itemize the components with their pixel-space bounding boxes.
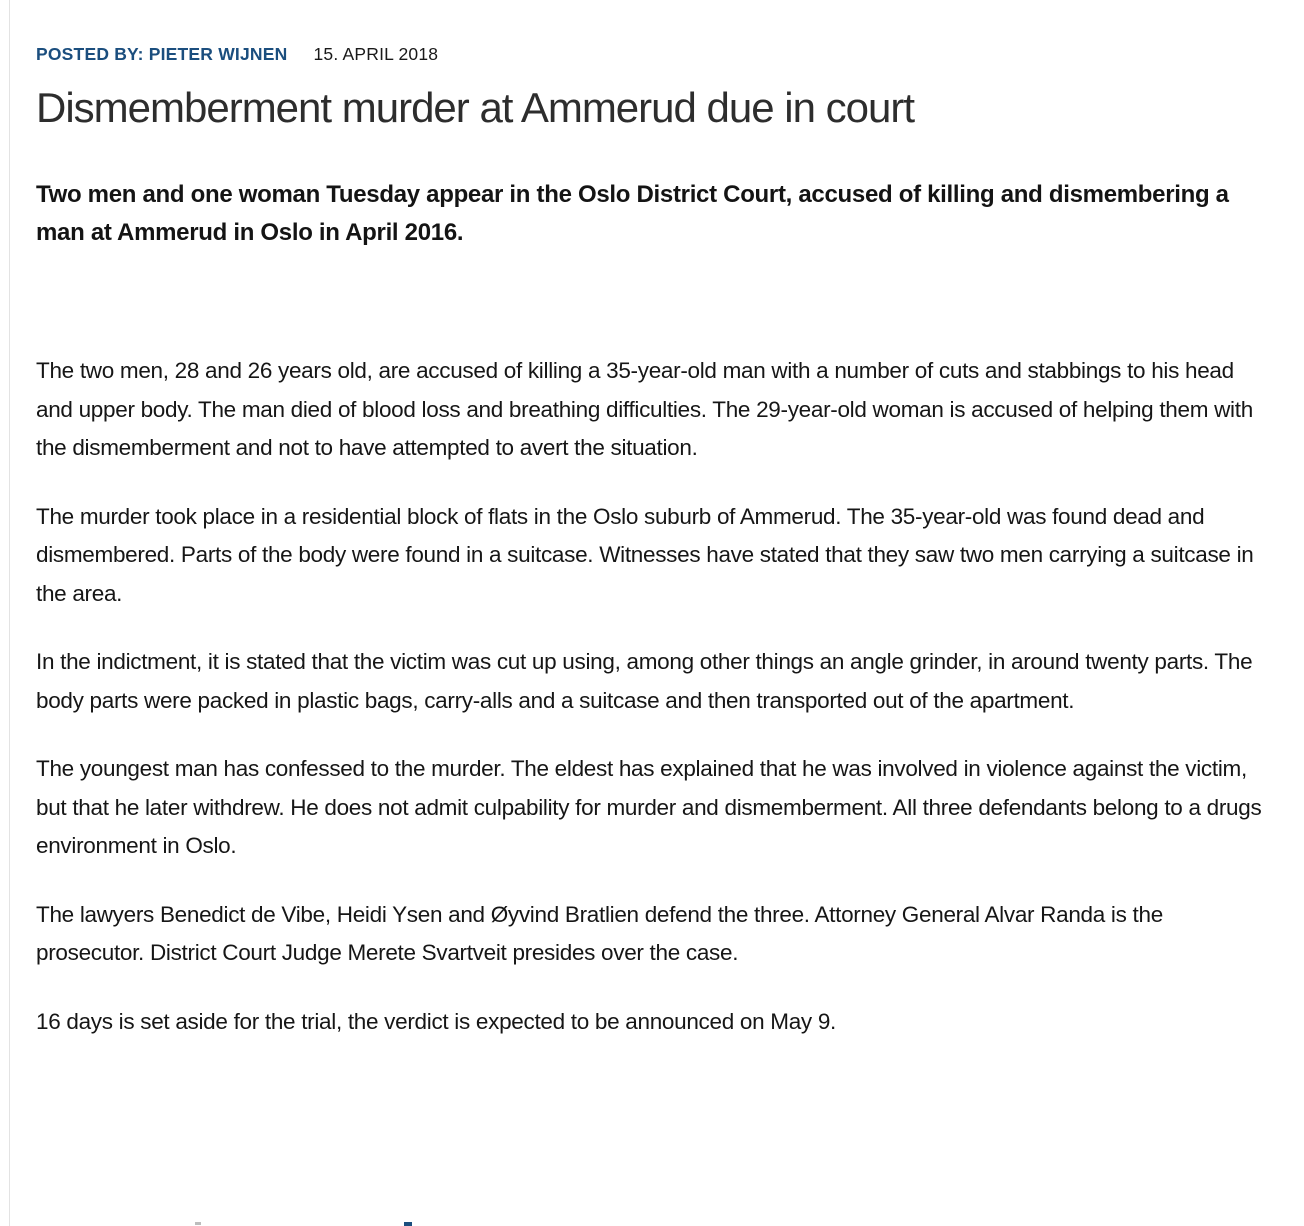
article-paragraph: The youngest man has confessed to the murder. The eldest has explained that he was involved in violence against the victim, but that he later withdrew. He does not admit culpability for murder and dismemberment. All three defendants belong to a drugs environment in Oslo. — [36, 756, 1262, 858]
article-date: 15. APRIL 2018 — [313, 44, 439, 64]
left-border-rule — [9, 0, 10, 1226]
article-container — [36, 44, 1270, 1071]
posted-by-label: POSTED BY: — [36, 44, 144, 64]
page-title: Dismemberment murder at Ammerud due in court — [36, 84, 915, 131]
cutoff-partial-element — [195, 1222, 201, 1225]
posted-by-author-link[interactable] — [36, 44, 287, 64]
author-name: PIETER WIJNEN — [148, 44, 288, 64]
byline-row — [36, 44, 1270, 64]
article-paragraph: 16 days is set aside for the trial, the verdict is expected to be announced on May 9. — [36, 1008, 836, 1034]
cutoff-partial-button[interactable] — [404, 1222, 412, 1226]
article-paragraph: The two men, 28 and 26 years old, are accused of killing a 35-year-old man with a number of cuts and stabbings to his head and upper body. The man died of blood loss and breathing difficulties. The 29-year-old woman is accused of helping them with the dismemberment and not to have attempted to avert the situation. — [36, 358, 1253, 460]
article-paragraph: In the indictment, it is stated that the victim was cut up using, among other things an angle grinder, in around twenty parts. The body parts were packed in plastic bags, carry-alls and a suitcase and then transported out of the apartment. — [36, 649, 1253, 713]
article-paragraph: The murder took place in a residential block of flats in the Oslo suburb of Ammerud. The 35-year-old was found dead and dismembered. Parts of the body were found in a suitcase. Witnesses have stated that they saw two men carrying a suitcase in the area. — [36, 503, 1254, 606]
article-paragraph: The lawyers Benedict de Vibe, Heidi Ysen and Øyvind Bratlien defend the three. Attorney General Alvar Randa is the prosecutor. District Court Judge Merete Svartveit presides over the case. — [36, 901, 1163, 965]
article-body — [36, 352, 1270, 1041]
article-lede: Two men and one woman Tuesday appear in the Oslo District Court, accused of killing and dismembering a man at Ammerud in Oslo in April 2016. — [36, 181, 1229, 246]
